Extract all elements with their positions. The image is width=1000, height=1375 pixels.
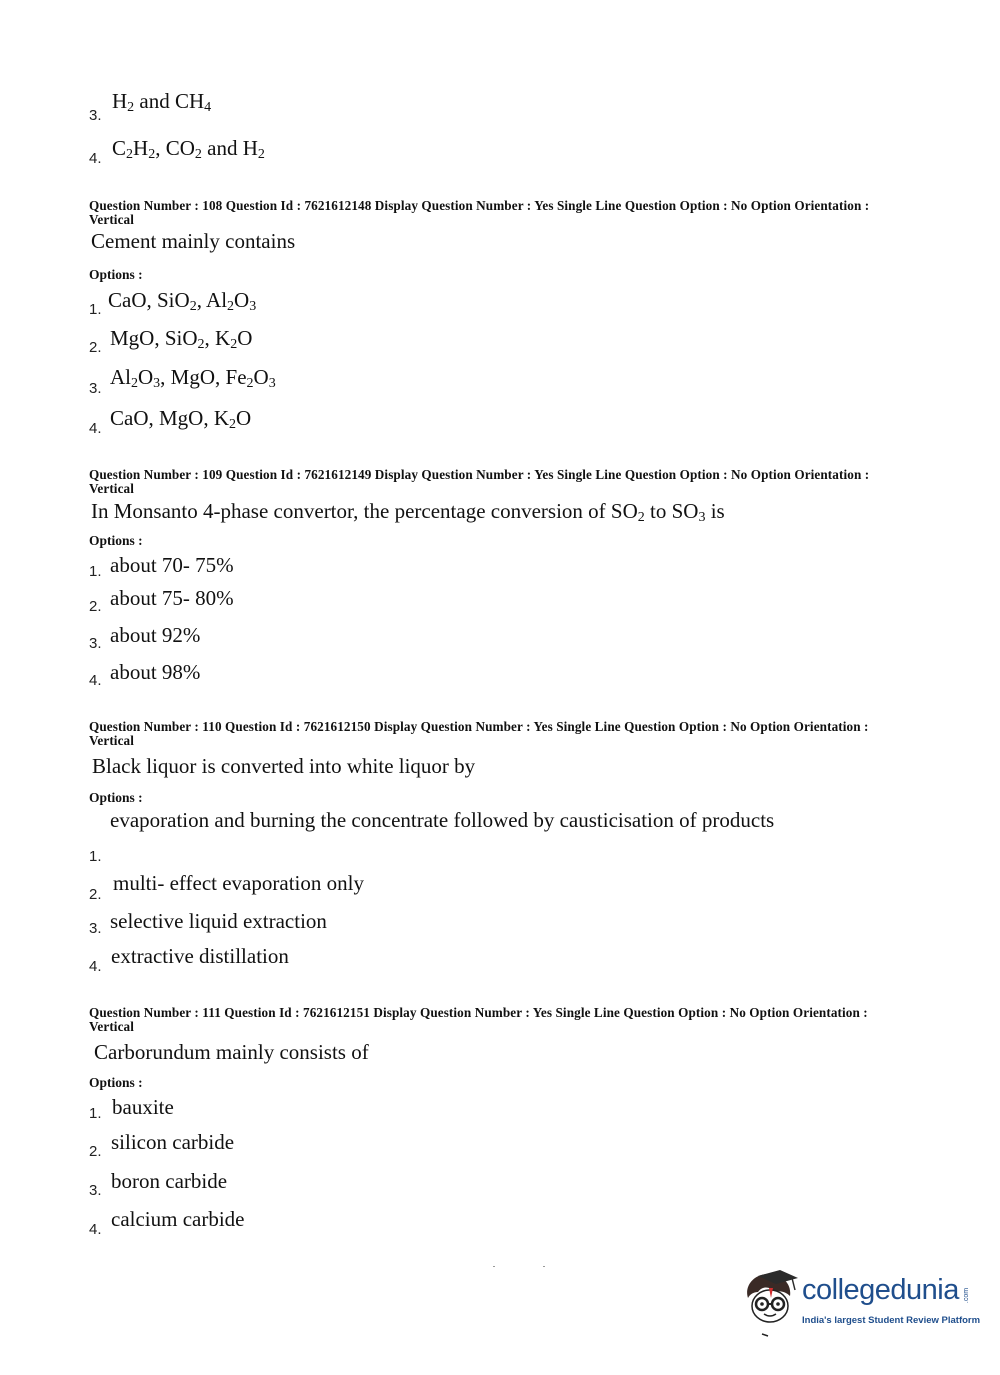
options-label: Options : xyxy=(89,533,143,548)
option-text[interactable]: $C_2H_2$, $CO_2$ and $H_2$ xyxy=(112,136,265,162)
options-label: Options : xyxy=(89,1075,143,1090)
logo-suffix: .com xyxy=(963,1287,971,1304)
option-number: 2. xyxy=(89,886,102,903)
mascot-icon xyxy=(740,1268,802,1338)
question-text: Cement mainly contains xyxy=(91,229,296,253)
option-number: 2. xyxy=(89,339,102,356)
option-text[interactable]: about 92% xyxy=(110,623,201,647)
option-number: 2. xyxy=(89,598,102,615)
options-label: Options : xyxy=(89,790,143,805)
option-text[interactable]: selective liquid extraction xyxy=(110,909,327,933)
option-text[interactable]: bauxite xyxy=(112,1095,174,1119)
option-number: 3. xyxy=(89,107,102,124)
question-header: Question Number : 109 Question Id : 7621612149 Display Question Number : Yes Single Line Question Option : No Option Orientation : Vertical xyxy=(89,467,870,496)
option-number: 4. xyxy=(89,150,102,167)
option-number: 3. xyxy=(89,920,102,937)
option-text[interactable]: about 98% xyxy=(110,660,201,684)
option-number: 3. xyxy=(89,1182,102,1199)
options-label: Options : xyxy=(89,267,143,282)
scan-speck xyxy=(543,1266,545,1267)
option-number: 4. xyxy=(89,1221,102,1238)
option-text[interactable]: $H_2$ and $CH_4$ xyxy=(112,89,212,115)
question-text: Carborundum mainly consists of xyxy=(94,1040,369,1064)
collegedunia-logo[interactable] xyxy=(740,1268,981,1338)
option-number: 4. xyxy=(89,420,102,437)
option-text[interactable]: evaporation and burning the concentrate followed by causticisation of products xyxy=(110,808,775,832)
option-text[interactable]: multi- effect evaporation only xyxy=(113,871,364,895)
option-text[interactable]: calcium carbide xyxy=(111,1207,245,1231)
option-text[interactable]: silicon carbide xyxy=(111,1130,235,1154)
option-number: 4. xyxy=(89,672,102,689)
option-number: 1. xyxy=(89,563,102,580)
option-number: 1. xyxy=(89,301,102,318)
question-text: In Monsanto 4-phase convertor, the percentage conversion of $SO_2$ to $SO_3$ is xyxy=(91,499,725,525)
option-text[interactable]: boron carbide xyxy=(111,1169,228,1193)
scan-speck xyxy=(493,1266,495,1267)
option-number: 1. xyxy=(89,1105,102,1122)
logo-tagline: India's largest Student Review Platform xyxy=(802,1315,981,1326)
question-header: Question Number : 108 Question Id : 7621612148 Display Question Number : Yes Single Line Question Option : No Option Orientation : Vertical xyxy=(89,198,870,227)
option-number: 3. xyxy=(89,380,102,397)
question-header: Question Number : 111 Question Id : 7621612151 Display Question Number : Yes Single Line Question Option : No Option Orientation : Vertical xyxy=(89,1005,868,1034)
option-number: 2. xyxy=(89,1143,102,1160)
option-text[interactable]: CaO, SiO$_2$, $Al_2O_3$ xyxy=(108,288,257,314)
option-text[interactable]: CaO, MgO, $K_2O$ xyxy=(110,406,252,432)
option-text[interactable]: extractive distillation xyxy=(111,944,289,968)
option-number: 1. xyxy=(89,848,102,865)
option-text[interactable]: $Al_2O_3$, MgO, $Fe_2O_3$ xyxy=(110,365,276,391)
option-text[interactable]: MgO, SiO$_2$, $K_2O$ xyxy=(110,326,253,352)
option-number: 4. xyxy=(89,958,102,975)
option-text[interactable]: about 75- 80% xyxy=(110,586,234,610)
question-header: Question Number : 110 Question Id : 7621612150 Display Question Number : Yes Single Line Question Option : No Option Orientation : Vertical xyxy=(89,719,869,748)
option-text[interactable]: about 70- 75% xyxy=(110,553,234,577)
logo-wordmark: collegedunia xyxy=(802,1274,959,1306)
question-text: Black liquor is converted into white liquor by xyxy=(92,754,476,778)
option-number: 3. xyxy=(89,635,102,652)
